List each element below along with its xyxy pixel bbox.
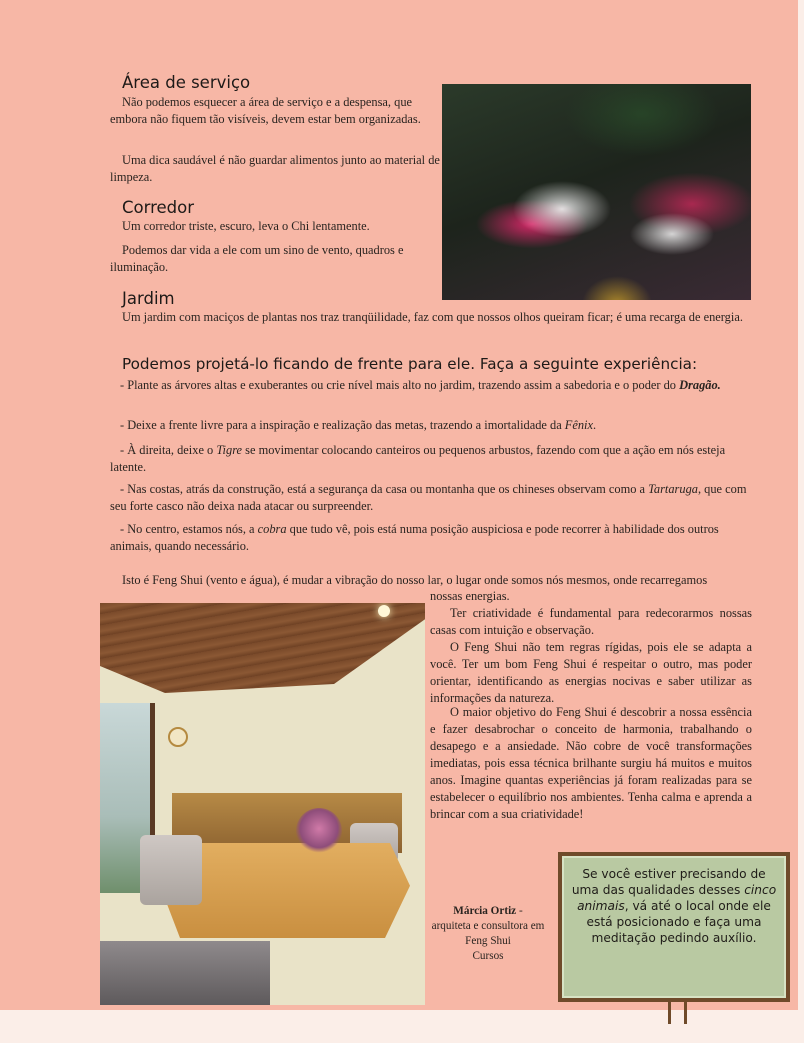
- heading-area-servico: Área de serviço: [122, 73, 251, 92]
- animal-tigre: Tigre: [216, 443, 243, 457]
- conclusion-line-2: nossas energias.: [430, 589, 510, 603]
- photo-flower-vase: [296, 808, 342, 854]
- bullet-cobra: - No centro, estamos nós, a cobra que tudo vê, pois está numa posição auspiciosa e pode recorrer à habilidade dos outros animais, quando necessário.: [110, 522, 719, 553]
- conclusion-paragraph-regras: O Feng Shui não tem regras rígidas, pois ele se adapta a você. Ter um bom Feng Shui é respeitar o outro, mas poder orientar, identificando as energias nocivas e saber utilizar as informações da natureza.: [430, 640, 752, 705]
- board-leg-left: [668, 1002, 671, 1024]
- page-edge-right: [798, 0, 804, 1010]
- bullet-tartaruga: - Nas costas, atrás da construção, está a segurança da casa ou montanha que os chineses observam como a Tartaruga, que com seu forte casco não deixa nada atacar ou surpreender.: [110, 482, 747, 513]
- animal-dragao: Dragão: [679, 378, 718, 392]
- bullet-tigre: - À direita, deixe o Tigre se movimentar colocando canteiros ou pequenos arbustos, fazendo com que a ação em nós esteja latente.: [110, 443, 726, 474]
- dining-room-photo: [100, 603, 425, 1005]
- servico-paragraph-1: Não podemos esquecer a área de serviço e a despensa, que embora não fiquem tão visíveis, devem estar bem organizadas.: [110, 95, 421, 126]
- photo-wall-clock: [168, 727, 188, 747]
- conclusion-paragraph-objetivo: O maior objetivo do Feng Shui é descobrir a nossa essência e fazer desabrochar o conceito de harmonia, trabalhando o desapego e a ansiedade. Não cobre de você transformações imediatas, pois essa técnica brilhante surgiu há muitos e muitos anos. Imagine quantas experiências já foram realizadas para se estabelecer o equilíbrio nos ambientes. Tenha calma e aprenda a brincar com a sua criatividade!: [430, 705, 752, 821]
- garden-flowers-photo: [442, 84, 751, 300]
- heading-experiencia: Podemos projetá-lo ficando de frente para ele. Faça a seguinte experiência:: [122, 355, 698, 373]
- author-role: arquiteta e consultora em Feng Shui: [431, 920, 545, 947]
- tip-chalkboard: [558, 852, 790, 1002]
- tip-emphasis: cinco animais: [577, 883, 777, 913]
- author-extra: Cursos: [472, 950, 504, 962]
- photo-ceiling-lamp: [378, 605, 390, 617]
- animal-cobra: cobra: [257, 522, 287, 536]
- heading-jardim: Jardim: [122, 289, 175, 308]
- animal-fenix: Fênix: [564, 418, 594, 432]
- jardim-paragraph: Um jardim com maciços de plantas nos traz tranqüilidade, faz com que nossos olhos queiram ficar; é uma recarga de energia.: [122, 310, 743, 324]
- corredor-paragraph-2: Podemos dar vida a ele com um sino de vento, quadros e iluminação.: [110, 243, 404, 274]
- tip-text: Se você estiver precisando de uma das qualidades desses cinco animais, vá até o local onde ele está posicionado e faça uma meditação pedindo auxílio.: [571, 867, 777, 945]
- conclusion-line-1: Isto é Feng Shui (vento e água), é mudar a vibração do nosso lar, o lugar onde somos nós mesmos, onde recarregamos: [122, 573, 708, 587]
- heading-corredor: Corredor: [122, 198, 195, 217]
- photo-ceiling: [100, 603, 425, 693]
- conclusion-paragraph-criatividade: Ter criatividade é fundamental para redecorarmos nossas casas com intuição e observação.: [430, 606, 752, 637]
- corredor-paragraph-1: Um corredor triste, escuro, leva o Chi lentamente.: [122, 219, 370, 233]
- author-name: Márcia Ortiz: [453, 905, 517, 917]
- photo-chair-front: [100, 941, 270, 1005]
- photo-chair-left: [140, 835, 202, 905]
- servico-paragraph-2: Uma dica saudável é não guardar alimentos junto ao material de limpeza.: [110, 153, 440, 184]
- animal-tartaruga: Tartaruga: [648, 482, 698, 496]
- board-leg-right: [684, 1002, 687, 1024]
- bullet-dragao: - Plante as árvores altas e exuberantes ou crie nível mais alto no jardim, trazendo assim a sabedoria e o poder do Dragão.: [120, 378, 721, 392]
- bullet-fenix: - Deixe a frente livre para a inspiração e realização das metas, trazendo a imortalidade da Fênix.: [120, 418, 597, 432]
- author-credit: Márcia Ortiz - arquiteta e consultora em Feng Shui Cursos: [431, 905, 545, 962]
